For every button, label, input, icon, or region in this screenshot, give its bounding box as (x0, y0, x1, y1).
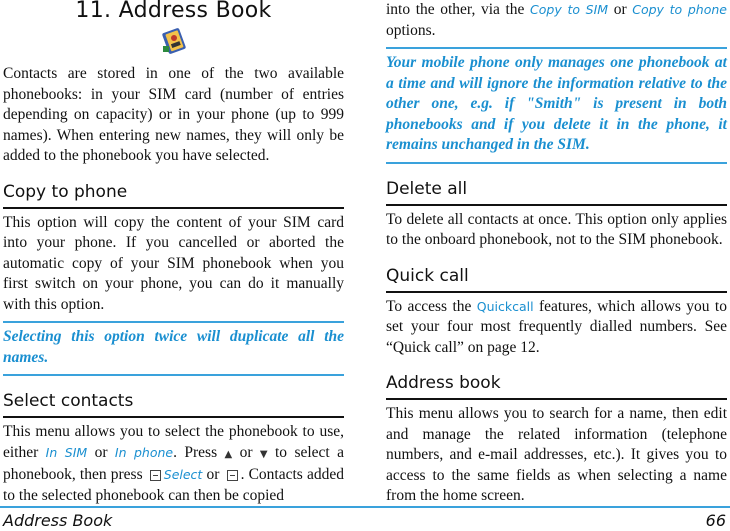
left-column (3, 0, 344, 506)
ok-key-icon (227, 470, 238, 481)
keyword-copy-to-phone: Copy to phone (632, 2, 727, 17)
section-heading-delete-all: Delete all (386, 179, 727, 206)
page-number: 66 (705, 511, 726, 530)
up-arrow-icon: ▲ (224, 448, 233, 460)
down-arrow-icon: ▼ (259, 448, 268, 460)
copy-to-phone-paragraph: This option will copy the content of your SIM card into your phone. If you cancelled or aborted the automatic copy of your SIM phonebook when you first switch on your phone, you can do it manually with this option. (3, 213, 344, 313)
select-contacts-continued: into the other, via the Copy to SIM or Copy to phone options. (386, 1, 727, 39)
quick-call-paragraph: To access the Quickcall features, which allows you to set your four most frequently dialled numbers. See “Quick call” on page 12. (386, 297, 727, 356)
keyword-quickcall: Quickcall (476, 298, 534, 314)
address-book-icon (159, 26, 189, 56)
keyword-in-sim: In SIM (45, 444, 88, 460)
delete-all-paragraph: To delete all contacts at once. This option only applies to the onboard phonebook, not to the SIM phonebook. (386, 210, 727, 248)
phonebook-note: Your mobile phone only manages one phonebook at a time and will ignore the information relative to the other one, e.g. if "Smith" is present in both phonebooks and if you delete it in the phone, it remains unchanged in the SIM. (386, 47, 727, 164)
section-heading-copy-to-phone: Copy to phone (3, 182, 344, 209)
section-heading-address-book: Address book (386, 373, 727, 400)
chapter-title: 11. Address Book (75, 0, 272, 23)
keyword-in-phone: In phone (114, 444, 174, 460)
intro-paragraph: Contacts are stored in one of the two available phonebooks: in your SIM card (number of entries depending on capacity) or in your phone (up to 999 names). When entering new names, they will only be added to the phonebook you have selected. (3, 65, 344, 164)
section-heading-select-contacts: Select contacts (3, 391, 344, 418)
right-column (386, 0, 727, 507)
section-heading-quick-call: Quick call (386, 266, 727, 293)
footer-section-title: Address Book (3, 511, 113, 530)
menu-key-icon (150, 470, 161, 481)
page-footer (0, 506, 730, 531)
keyword-select: Select (163, 467, 203, 482)
address-book-paragraph: This menu allows you to search for a name, then edit and manage the related information (telephone numbers, and e-mail addresses, etc.). It gives you to access to the same fields as when selecting a name from the home screen. (386, 405, 727, 504)
copy-to-phone-note: Selecting this option twice will duplicate all the names. (3, 321, 344, 376)
select-contacts-paragraph: This menu allows you to select the phonebook to use, either In SIM or In phone. Press ▲ or ▼ to select a phonebook, then press Select or . Contacts added to the selected phonebook can then be copied (3, 423, 344, 504)
keyword-copy-to-sim: Copy to SIM (530, 2, 609, 17)
